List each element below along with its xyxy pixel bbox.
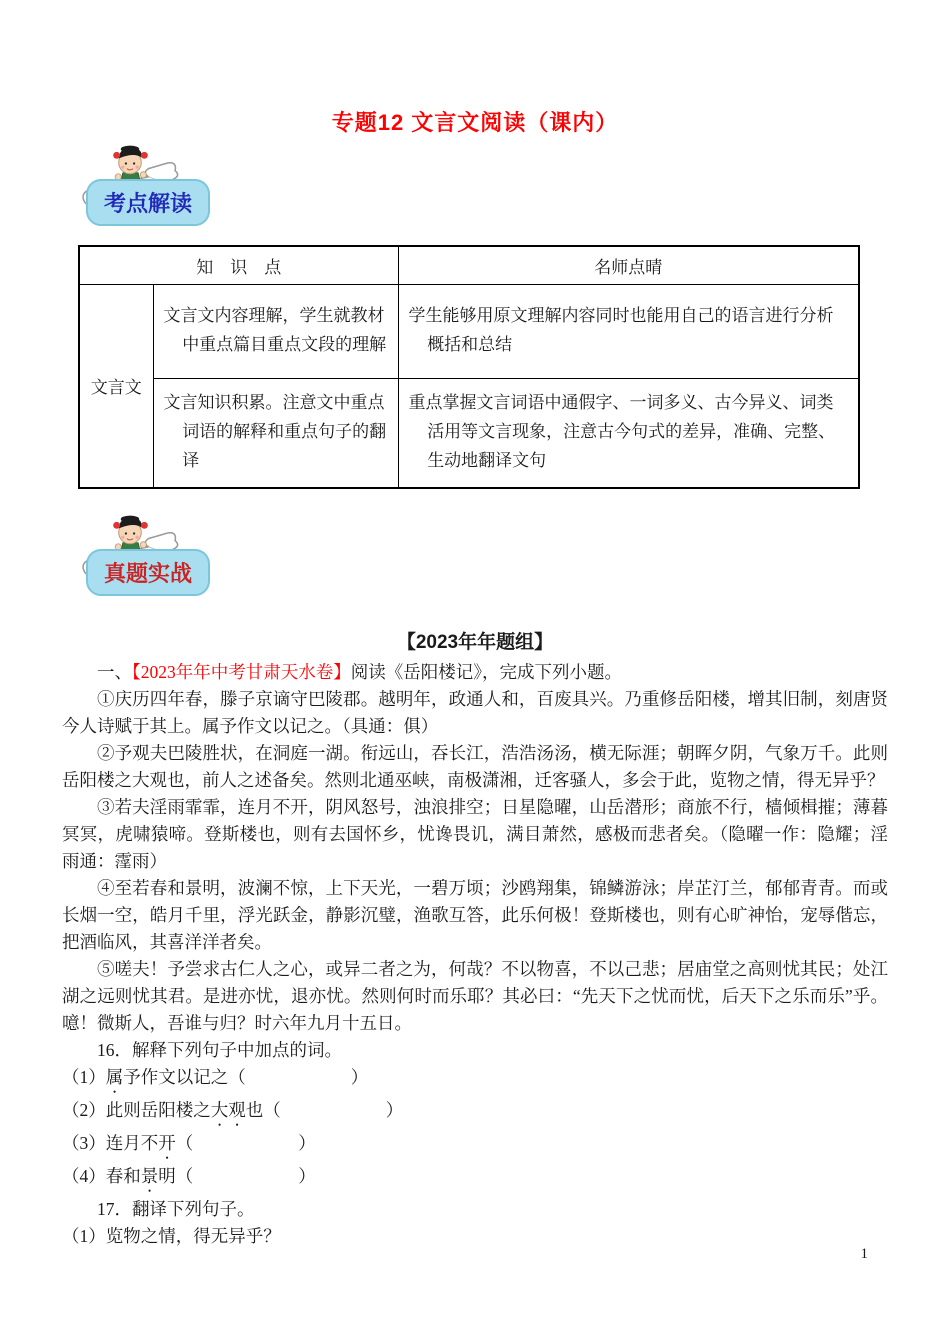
cell-text: 文言文内容理解，学生就教材中重点篇目重点文段的理解: [163, 306, 387, 354]
knowledge-points-table: [78, 245, 860, 489]
table-row-label: 文言文: [79, 284, 153, 488]
passage-paragraph-4: ④至若春和景明，波澜不惊，上下天光，一碧万顷；沙鸥翔集，锦鳞游泳；岸芷汀兰，郁郁青青。而或长烟一空，皓月千里，浮光跃金，静影沉璧，渔歌互答，此乐何极！登斯楼也，则有心旷神怡，宠辱偕忘，把酒临风，其喜洋洋者矣。: [62, 878, 888, 952]
table-header-knowledge: 知 识 点: [79, 246, 398, 284]
emphasized-word: 属: [105, 1067, 124, 1087]
section-badge-kaodian: [72, 145, 302, 227]
badge-label-kaodian: 考点解读: [103, 191, 192, 216]
emphasized-word: 大观: [210, 1100, 246, 1120]
item-text: 明（ ）: [158, 1166, 316, 1186]
exam-source-tag: 【2023年年中考甘肃天水卷】: [132, 662, 351, 682]
item-text: 予作文以记之（ ）: [123, 1067, 369, 1087]
section-badge-zhenti: [72, 515, 302, 597]
question-16-item-4: [62, 1163, 888, 1196]
question-17-item-1: （1）览物之情，得无异乎？: [62, 1226, 281, 1246]
table-header-row: [79, 246, 859, 284]
question-16-item-1: [62, 1064, 888, 1097]
table-cell-tips-2: [398, 378, 859, 488]
badge-box: [86, 549, 210, 596]
badge-box: [86, 179, 210, 226]
question-16-item-3: [62, 1130, 888, 1163]
badge-label-zhenti: 真题实战: [103, 561, 192, 586]
emphasized-word: 开: [158, 1133, 176, 1153]
item-text: （1）: [62, 1067, 106, 1087]
page-number: 1: [860, 1246, 868, 1262]
table-cell-knowledge-1: [153, 284, 398, 378]
table-cell-knowledge-2: [153, 378, 398, 488]
item-text: 也（ ）: [245, 1100, 404, 1120]
table-row: [79, 378, 859, 488]
item-text: （2）此则岳阳楼之: [62, 1100, 211, 1120]
passage-paragraph-2: ②予观夫巴陵胜状，在洞庭一湖。衔远山，吞长江，浩浩汤汤，横无际涯；朝晖夕阴，气象万千。此则岳阳楼之大观也，前人之述备矣。然则北通巫峡，南极潇湘，迁客骚人，多会于此，览物之情，得无异乎？: [62, 743, 888, 790]
cell-text: 学生能够用原文理解内容同时也能用自己的语言进行分析概括和总结: [408, 306, 834, 354]
cell-text: 文言知识积累。注意文中重点词语的解释和重点句子的翻译: [163, 393, 387, 471]
passage-paragraph-5: ⑤嗟夫！予尝求古仁人之心，或异二者之为，何哉？不以物喜，不以己悲；居庙堂之高则忧其民；处江湖之远则忧其君。是进亦忧，退亦忧。然则何时而乐耶？其必曰：“先天下之忧而忧，后天下之乐而乐”乎。噫！微斯人，吾谁与归？时六年九月十五日。: [62, 959, 888, 1033]
exam-intro-line: [62, 659, 888, 686]
item-text: （3）连月不: [62, 1133, 159, 1153]
table-row: [79, 284, 859, 378]
passage-paragraph-1: ①庆历四年春，滕子京谪守巴陵郡。越明年，政通人和，百废具兴。乃重修岳阳楼，增其旧制，刻唐贤今人诗赋于其上。属予作文以记之。（具通：俱）: [62, 689, 888, 736]
intro-prefix: 一、: [97, 662, 132, 682]
emphasized-word: 景: [140, 1166, 159, 1186]
question-16-stem: 16．解释下列句子中加点的词。: [97, 1040, 342, 1060]
year-group-heading: 【2023年年题组】: [396, 632, 554, 653]
cell-text: 重点掌握文言词语中通假字、一词多义、古今异义、词类活用等文言现象，注意古今句式的差异，准确、完整、生动地翻译文句: [408, 393, 836, 471]
item-text: （4）春和: [62, 1166, 141, 1186]
passage-paragraph-3: ③若夫淫雨霏霏，连月不开，阴风怒号，浊浪排空；日星隐曜，山岳潜形；商旅不行，樯倾楫摧；薄暮冥冥，虎啸猿啼。登斯楼也，则有去国怀乡，忧谗畏讥，满目萧然，感极而悲者矣。（隐曜一作：隐耀；淫雨通：霪雨）: [62, 797, 888, 871]
question-16-item-2: [62, 1097, 888, 1130]
table-cell-tips-1: [398, 284, 859, 378]
intro-rest: 阅读《岳阳楼记》，完成下列小题。: [350, 662, 622, 682]
reading-passage: [62, 659, 888, 1250]
page-title: 专题12 文言文阅读（课内）: [331, 110, 619, 135]
item-text: （ ）: [175, 1133, 316, 1153]
question-17-stem: 17．翻译下列句子。: [97, 1199, 255, 1219]
table-header-tips: 名师点晴: [398, 246, 859, 284]
